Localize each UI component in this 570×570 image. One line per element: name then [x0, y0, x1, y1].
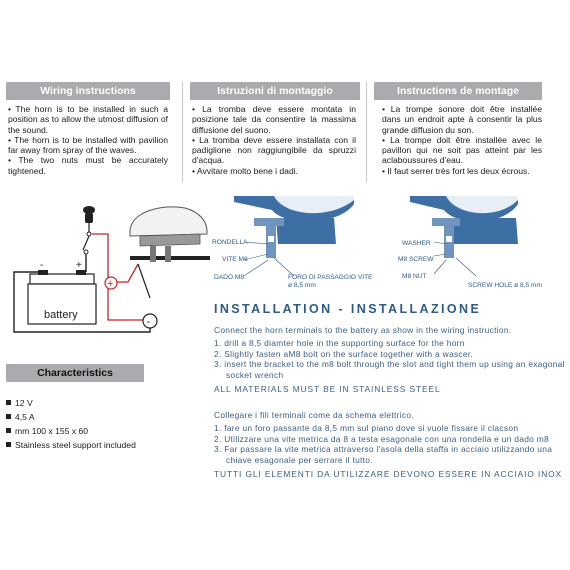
list-item: 2. Slightly fasten aM8 bolt on the surface together with a wascer.	[214, 348, 474, 359]
list-item: • Avvitare molto bene i dadi.	[192, 165, 299, 176]
spec-item: Stainless steel support included	[6, 440, 136, 450]
negative-terminal-sign: -	[146, 316, 151, 328]
bullet-square-icon	[6, 400, 11, 405]
wiring-instructions-header: Wiring instructions	[6, 82, 170, 100]
instructions-montage-text	[382, 104, 542, 176]
list-item: • The horn is to be installed in such a position as to allow the utmost diffusion of the sound.	[8, 104, 168, 135]
mounting-diagram-it	[214, 196, 364, 296]
bullet-square-icon	[6, 428, 11, 433]
list-item: • La trompe doit être installée avec le pavillon qui ne soit pas atteint par les aclaboussures d'eau.	[382, 134, 542, 166]
horn-button-icon	[83, 206, 95, 254]
battery-label: battery	[44, 309, 78, 321]
list-item: 3. insert the bracket to the m8 bolt through the slot and tight them up using an exagonal socket wrench	[214, 359, 565, 380]
characteristics-header: Characteristics	[6, 364, 144, 382]
label-dado: DADO M8	[214, 274, 245, 281]
istruzioni-montaggio-text	[192, 104, 356, 176]
label-screw: M8 SCREW	[398, 256, 434, 263]
installation-it	[214, 410, 568, 479]
column-divider	[182, 82, 183, 182]
list-item: • La tromba deve essere montata in posizione tale da consentire la massima diffusione del suono.	[192, 104, 356, 135]
bullet-square-icon	[6, 414, 11, 419]
list-item: • The two nuts must be accurately tightened.	[8, 155, 168, 176]
label-rondella: RONDELLA	[212, 239, 248, 246]
installation-en-note: ALL MATERIALS MUST BE IN STAINLESS STEEL	[214, 384, 441, 395]
horn-icon	[130, 207, 210, 262]
list-item: • The horn is to be installed with pavilion far away from spray of the waves.	[8, 134, 168, 156]
column-divider	[366, 82, 367, 182]
wiring-instructions-text	[8, 104, 168, 176]
spec-item: mm 100 x 155 x 60	[6, 426, 88, 436]
bullet-square-icon	[6, 442, 11, 447]
installation-title: INSTALLATION - INSTALLAZIONE	[214, 302, 482, 316]
battery-minus-sign: -	[40, 260, 44, 271]
battery-plus-sign: +	[76, 260, 82, 271]
istruzioni-montaggio-header: Istruzioni di montaggio	[190, 82, 360, 100]
label-washer: WASHER	[402, 240, 431, 247]
label-vite: VITE M8	[222, 256, 248, 263]
wiring-diagram	[0, 190, 215, 340]
list-item: • La tromba deve essere installata con il padiglione non raggiungibile da spruzzi d'acqua.	[192, 134, 356, 166]
label-hole: SCREW HOLE ø 8,5 mm	[468, 282, 543, 289]
positive-terminal-sign: +	[107, 278, 114, 290]
installation-en	[214, 325, 568, 394]
list-item: 2. Utilizzare una vite metrica da 8 a testa esagonale con una rondella e un dado m8	[214, 433, 549, 444]
label-foro-size: ø 8,5 mm	[288, 282, 316, 289]
label-nut: M8 NUT	[402, 273, 427, 280]
spec-item: 12 V	[6, 398, 33, 408]
list-item: 1. fare un foro passante da 8,5 mm sul piano dove si vuole fissare il clacson	[214, 423, 519, 434]
spec-item: 4,5 A	[6, 412, 35, 422]
instructions-montage-header: Instructions de montage	[374, 82, 542, 100]
installation-it-intro: Collegare i fili terminali come da schema elettrico.	[214, 410, 414, 420]
list-item: • Il faut serrer très fort les deux écrous.	[382, 165, 530, 176]
list-item: • La trompe sonore doit être installée dans un endroit apte à consentir la plus grande diffusion du son.	[382, 104, 542, 135]
label-foro: FORO DI PASSAGGIO VITE	[288, 274, 373, 281]
installation-en-intro: Connect the horn terminals to the battery as show in the wiring instruction.	[214, 325, 512, 335]
installation-it-note: TUTTI GLI ELEMENTI DA UTILIZZARE DEVONO ESSERE IN ACCIAIO INOX	[214, 469, 563, 480]
list-item: 3. Far passare la vite metrica attraverso l'asola della staffa in acciaio utilizzando una chiave esagonale per serrare il tutto.	[214, 444, 553, 465]
list-item: 1. drill a 8,5 diamter hole in the supporting surface for the horn	[214, 338, 465, 349]
